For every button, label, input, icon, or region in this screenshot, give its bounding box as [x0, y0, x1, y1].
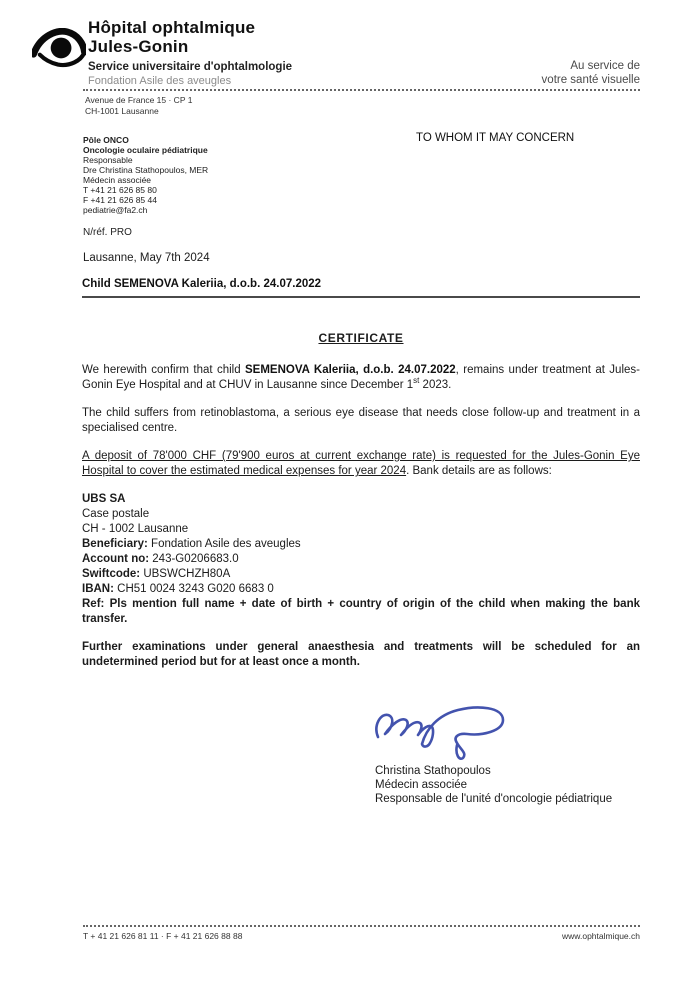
- signer-block: [375, 764, 612, 806]
- bank-account: Account no: 243-G0206683.0: [82, 553, 239, 565]
- bank-beneficiary: Beneficiary: Fondation Asile des aveugles: [82, 538, 301, 550]
- hospital-title-line2: Jules-Gonin: [88, 37, 189, 56]
- contact-email: pediatrie@fa2.ch: [83, 205, 148, 215]
- subject-line: Child SEMENOVA Kaleriia, d.o.b. 24.07.2022: [82, 278, 640, 298]
- hospital-address: [85, 95, 192, 117]
- eye-logo-icon: [32, 28, 86, 70]
- footer-phones: T + 41 21 626 81 11 · F + 41 21 626 88 88: [83, 931, 243, 941]
- paragraph-deposit: A deposit of 78'000 CHF (79'900 euros at current exchange rate) is requested for the Jules-Gonin Eye Hospital to cover the estimated medical expenses for year 2024. Bank details are as follows:: [82, 450, 640, 477]
- contact-role: Responsable: [83, 155, 133, 165]
- bank-iban: IBAN: CH51 0024 3243 G020 6683 0: [82, 583, 274, 595]
- sender-contact-block: [83, 135, 208, 215]
- bank-name: UBS SA: [82, 493, 126, 505]
- foundation-name: Fondation Asile des aveugles: [88, 75, 232, 87]
- contact-phone: T +41 21 626 85 80: [83, 185, 157, 195]
- child-name-bold: SEMENOVA Kaleriia, d.o.b. 24.07.2022: [245, 364, 456, 376]
- signer-title-1: Médecin associée: [375, 779, 468, 791]
- signature-image: [370, 693, 515, 765]
- signer-title-2: Responsable de l'unité d'oncologie pédiatrique: [375, 793, 613, 805]
- hospital-title-block: [88, 18, 292, 88]
- signer-name: Christina Stathopoulos: [375, 765, 491, 777]
- contact-doctor-title: Médecin associée: [83, 175, 152, 185]
- signature-stroke: [376, 707, 503, 758]
- bank-postal: Case postale: [82, 508, 150, 520]
- footer: [83, 931, 640, 941]
- contact-unit: Oncologie oculaire pédiatrique: [83, 145, 208, 155]
- address-line2: CH-1001 Lausanne: [85, 106, 159, 116]
- bank-swift: Swiftcode: UBSWCHZH80A: [82, 568, 231, 580]
- footer-divider: [83, 925, 640, 927]
- bank-reference-note: Ref: Pls mention full name + date of birth + country of origin of the child when making the bank transfer.: [82, 598, 640, 625]
- superscript-st: st: [413, 376, 420, 386]
- paragraph-confirmation: We herewith confirm that child SEMENOVA Kaleriia, d.o.b. 24.07.2022, remains under treatment at Jules-Gonin Eye Hospital and at CHUV in Lausanne since December 1st 2023.: [82, 364, 640, 391]
- service-subtitle: Service universitaire d'ophtalmologie: [88, 61, 293, 73]
- hospital-title-line1: Hôpital ophtalmique: [88, 18, 256, 37]
- contact-fax: F +41 21 626 85 44: [83, 195, 157, 205]
- tagline-line1: Au service de: [570, 60, 640, 72]
- bank-details-block: [82, 492, 640, 627]
- date-line: Lausanne, May 7th 2024: [83, 252, 210, 264]
- paragraph-further-examinations: Further examinations under general anaesthesia and treatments will be scheduled for an undetermined period but for at least once a month.: [82, 641, 640, 668]
- bank-city: CH - 1002 Lausanne: [82, 523, 189, 535]
- recipient-heading: TO WHOM IT MAY CONCERN: [416, 132, 575, 144]
- contact-doctor: Dre Christina Stathopoulos, MER: [83, 165, 209, 175]
- header-divider: [83, 89, 640, 91]
- deposit-underlined-text: A deposit of 78'000 CHF (79'900 euros at current exchange rate) is requested for the Jules-Gonin Eye Hospital to cover the estimated medical expenses for year 2024: [82, 450, 640, 477]
- footer-website: www.ophtalmique.ch: [562, 931, 640, 941]
- paragraph-disease: The child suffers from retinoblastoma, a serious eye disease that needs close follow-up and treatment in a specialised centre.: [82, 407, 640, 434]
- address-line1: Avenue de France 15 · CP 1: [85, 95, 193, 105]
- letter-body: [82, 331, 640, 683]
- certificate-title: CERTIFICATE: [318, 331, 404, 345]
- tagline: [542, 59, 640, 87]
- contact-pole: Pôle ONCO: [83, 135, 129, 145]
- tagline-line2: votre santé visuelle: [541, 74, 640, 86]
- reference-line: N/réf. PRO: [83, 227, 132, 238]
